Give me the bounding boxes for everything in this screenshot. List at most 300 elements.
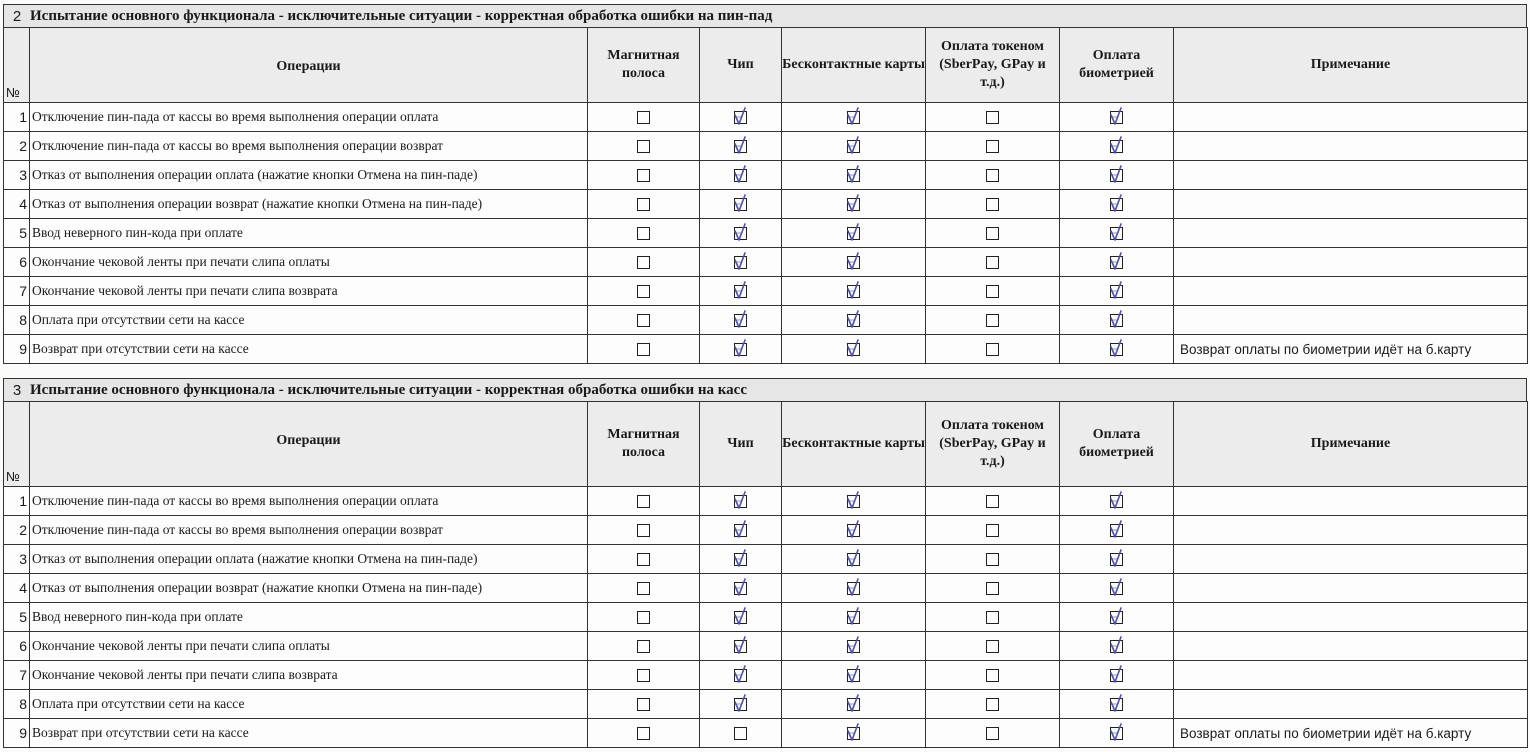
token-checkbox[interactable] xyxy=(986,227,999,240)
biometric-checkbox[interactable] xyxy=(1110,140,1123,153)
row-number: 3 xyxy=(4,545,30,574)
token-checkbox-cell xyxy=(926,103,1060,132)
magnetic-checkbox[interactable] xyxy=(637,640,650,653)
token-checkbox-cell xyxy=(926,335,1060,364)
contactless-checkbox[interactable] xyxy=(847,227,860,240)
table-row xyxy=(4,306,1528,335)
contactless-checkbox[interactable] xyxy=(847,343,860,356)
contactless-checkbox-cell xyxy=(782,632,926,661)
token-checkbox-cell xyxy=(926,516,1060,545)
chip-checkbox-cell xyxy=(700,574,782,603)
biometric-checkbox-cell xyxy=(1060,719,1174,748)
handwritten-check-icon xyxy=(1108,162,1126,186)
chip-checkbox[interactable] xyxy=(734,285,747,298)
handwritten-check-icon xyxy=(1108,546,1126,570)
handwritten-check-icon xyxy=(1108,720,1126,744)
magnetic-checkbox-cell xyxy=(588,516,700,545)
biometric-checkbox-cell xyxy=(1060,161,1174,190)
biometric-checkbox-cell xyxy=(1060,690,1174,719)
note-cell xyxy=(1174,632,1528,661)
contactless-checkbox[interactable] xyxy=(847,495,860,508)
biometric-checkbox-cell xyxy=(1060,516,1174,545)
table-row xyxy=(4,516,1528,545)
contactless-checkbox-cell xyxy=(782,719,926,748)
chip-checkbox-cell xyxy=(700,603,782,632)
token-checkbox[interactable] xyxy=(986,727,999,740)
note-cell xyxy=(1174,487,1528,516)
magnetic-checkbox[interactable] xyxy=(637,314,650,327)
col-token: Оплата токеном (SberPay, GPay и т.д.) xyxy=(926,402,1060,487)
magnetic-checkbox-cell xyxy=(588,661,700,690)
token-checkbox[interactable] xyxy=(986,495,999,508)
biometric-checkbox-cell xyxy=(1060,103,1174,132)
handwritten-check-icon xyxy=(845,336,863,360)
contactless-checkbox-cell xyxy=(782,306,926,335)
chip-checkbox[interactable] xyxy=(734,582,747,595)
section-title xyxy=(3,378,1527,401)
biometric-checkbox[interactable] xyxy=(1110,669,1123,682)
contactless-checkbox[interactable] xyxy=(847,611,860,624)
handwritten-check-icon xyxy=(1108,336,1126,360)
row-number: 9 xyxy=(4,335,30,364)
note-cell xyxy=(1174,574,1528,603)
handwritten-check-icon xyxy=(845,104,863,128)
biometric-checkbox[interactable] xyxy=(1110,495,1123,508)
biometric-checkbox-cell xyxy=(1060,661,1174,690)
magnetic-checkbox[interactable] xyxy=(637,140,650,153)
magnetic-checkbox-cell xyxy=(588,632,700,661)
chip-checkbox[interactable] xyxy=(734,169,747,182)
magnetic-checkbox[interactable] xyxy=(637,111,650,124)
biometric-checkbox[interactable] xyxy=(1110,727,1123,740)
biometric-checkbox-cell xyxy=(1060,190,1174,219)
operation-label: Отключение пин-пада от кассы во время выполнения операции оплата xyxy=(30,487,588,516)
note-cell: Возврат оплаты по биометрии идёт на б.карту xyxy=(1174,335,1528,364)
test-table xyxy=(3,401,1528,748)
token-checkbox-cell xyxy=(926,277,1060,306)
biometric-checkbox[interactable] xyxy=(1110,111,1123,124)
magnetic-checkbox-cell xyxy=(588,190,700,219)
biometric-checkbox[interactable] xyxy=(1110,698,1123,711)
handwritten-check-icon xyxy=(845,604,863,628)
magnetic-checkbox-cell xyxy=(588,574,700,603)
operation-label: Оплата при отсутствии сети на кассе xyxy=(30,306,588,335)
chip-checkbox[interactable] xyxy=(734,140,747,153)
biometric-checkbox-cell xyxy=(1060,306,1174,335)
operation-label: Отказ от выполнения операции оплата (нажатие кнопки Отмена на пин-паде) xyxy=(30,161,588,190)
handwritten-check-icon xyxy=(1108,488,1126,512)
col-note: Примечание xyxy=(1174,28,1528,103)
magnetic-checkbox[interactable] xyxy=(637,698,650,711)
section-number: 2 xyxy=(12,7,22,25)
chip-checkbox[interactable] xyxy=(734,256,747,269)
operation-label: Возврат при отсутствии сети на кассе xyxy=(30,719,588,748)
handwritten-check-icon xyxy=(732,249,750,273)
handwritten-check-icon xyxy=(845,220,863,244)
magnetic-checkbox[interactable] xyxy=(637,524,650,537)
chip-checkbox[interactable] xyxy=(734,611,747,624)
handwritten-check-icon xyxy=(732,691,750,715)
token-checkbox[interactable] xyxy=(986,524,999,537)
chip-checkbox[interactable] xyxy=(734,198,747,211)
note-cell xyxy=(1174,545,1528,574)
row-number: 8 xyxy=(4,690,30,719)
magnetic-checkbox[interactable] xyxy=(637,198,650,211)
magnetic-checkbox[interactable] xyxy=(637,285,650,298)
biometric-checkbox[interactable] xyxy=(1110,285,1123,298)
table-row xyxy=(4,632,1528,661)
handwritten-check-icon xyxy=(1108,633,1126,657)
operation-label: Отказ от выполнения операции возврат (нажатие кнопки Отмена на пин-паде) xyxy=(30,190,588,219)
chip-checkbox-cell xyxy=(700,632,782,661)
operation-label: Отключение пин-пада от кассы во время выполнения операции оплата xyxy=(30,103,588,132)
handwritten-check-icon xyxy=(732,336,750,360)
contactless-checkbox-cell xyxy=(782,690,926,719)
note-cell xyxy=(1174,132,1528,161)
handwritten-check-icon xyxy=(845,162,863,186)
biometric-checkbox[interactable] xyxy=(1110,553,1123,566)
contactless-checkbox[interactable] xyxy=(847,285,860,298)
token-checkbox[interactable] xyxy=(986,314,999,327)
handwritten-check-icon xyxy=(732,307,750,331)
handwritten-check-icon xyxy=(845,720,863,744)
handwritten-check-icon xyxy=(1108,662,1126,686)
biometric-checkbox[interactable] xyxy=(1110,169,1123,182)
table-row xyxy=(4,219,1528,248)
row-number: 7 xyxy=(4,661,30,690)
magnetic-checkbox[interactable] xyxy=(637,611,650,624)
table-row xyxy=(4,103,1528,132)
contactless-checkbox-cell xyxy=(782,545,926,574)
contactless-checkbox[interactable] xyxy=(847,727,860,740)
operation-label: Ввод неверного пин-кода при оплате xyxy=(30,603,588,632)
token-checkbox[interactable] xyxy=(986,698,999,711)
handwritten-check-icon xyxy=(1108,104,1126,128)
contactless-checkbox[interactable] xyxy=(847,111,860,124)
note-cell xyxy=(1174,190,1528,219)
token-checkbox-cell xyxy=(926,132,1060,161)
token-checkbox[interactable] xyxy=(986,669,999,682)
biometric-checkbox-cell xyxy=(1060,248,1174,277)
contactless-checkbox[interactable] xyxy=(847,140,860,153)
chip-checkbox[interactable] xyxy=(734,495,747,508)
biometric-checkbox[interactable] xyxy=(1110,256,1123,269)
token-checkbox[interactable] xyxy=(986,140,999,153)
note-cell xyxy=(1174,277,1528,306)
chip-checkbox-cell xyxy=(700,335,782,364)
note-cell xyxy=(1174,248,1528,277)
row-number: 4 xyxy=(4,574,30,603)
col-note: Примечание xyxy=(1174,402,1528,487)
note-cell xyxy=(1174,306,1528,335)
token-checkbox-cell xyxy=(926,248,1060,277)
chip-checkbox[interactable] xyxy=(734,343,747,356)
row-number: 6 xyxy=(4,632,30,661)
magnetic-checkbox[interactable] xyxy=(637,256,650,269)
handwritten-check-icon xyxy=(732,191,750,215)
table-row xyxy=(4,132,1528,161)
contactless-checkbox[interactable] xyxy=(847,669,860,682)
table-row xyxy=(4,690,1528,719)
row-number: 7 xyxy=(4,277,30,306)
biometric-checkbox[interactable] xyxy=(1110,582,1123,595)
row-number: 5 xyxy=(4,219,30,248)
handwritten-check-icon xyxy=(732,488,750,512)
contactless-checkbox-cell xyxy=(782,248,926,277)
chip-checkbox-cell xyxy=(700,277,782,306)
token-checkbox-cell xyxy=(926,487,1060,516)
contactless-checkbox-cell xyxy=(782,277,926,306)
section-2 xyxy=(3,4,1527,364)
chip-checkbox[interactable] xyxy=(734,669,747,682)
handwritten-check-icon xyxy=(845,575,863,599)
magnetic-checkbox[interactable] xyxy=(637,495,650,508)
biometric-checkbox[interactable] xyxy=(1110,198,1123,211)
token-checkbox[interactable] xyxy=(986,343,999,356)
contactless-checkbox-cell xyxy=(782,603,926,632)
magnetic-checkbox-cell xyxy=(588,103,700,132)
chip-checkbox-cell xyxy=(700,545,782,574)
row-number: 4 xyxy=(4,190,30,219)
token-checkbox[interactable] xyxy=(986,611,999,624)
chip-checkbox-cell xyxy=(700,719,782,748)
note-cell xyxy=(1174,161,1528,190)
handwritten-check-icon xyxy=(732,604,750,628)
token-checkbox-cell xyxy=(926,719,1060,748)
table-row xyxy=(4,161,1528,190)
biometric-checkbox[interactable] xyxy=(1110,227,1123,240)
magnetic-checkbox-cell xyxy=(588,306,700,335)
biometric-checkbox-cell xyxy=(1060,545,1174,574)
row-number: 3 xyxy=(4,161,30,190)
note-cell xyxy=(1174,690,1528,719)
magnetic-checkbox-cell xyxy=(588,219,700,248)
token-checkbox[interactable] xyxy=(986,640,999,653)
contactless-checkbox-cell xyxy=(782,103,926,132)
token-checkbox[interactable] xyxy=(986,256,999,269)
contactless-checkbox[interactable] xyxy=(847,640,860,653)
handwritten-check-icon xyxy=(732,575,750,599)
note-cell: Возврат оплаты по биометрии идёт на б.карту xyxy=(1174,719,1528,748)
chip-checkbox[interactable] xyxy=(734,524,747,537)
handwritten-check-icon xyxy=(732,220,750,244)
operation-label: Оплата при отсутствии сети на кассе xyxy=(30,690,588,719)
handwritten-check-icon xyxy=(732,162,750,186)
operation-label: Отказ от выполнения операции возврат (нажатие кнопки Отмена на пин-паде) xyxy=(30,574,588,603)
contactless-checkbox[interactable] xyxy=(847,169,860,182)
handwritten-check-icon xyxy=(1108,604,1126,628)
token-checkbox-cell xyxy=(926,574,1060,603)
chip-checkbox-cell xyxy=(700,161,782,190)
chip-checkbox-cell xyxy=(700,219,782,248)
handwritten-check-icon xyxy=(732,133,750,157)
contactless-checkbox[interactable] xyxy=(847,524,860,537)
handwritten-check-icon xyxy=(732,104,750,128)
col-biometric: Оплата биометрией xyxy=(1060,28,1174,103)
magnetic-checkbox[interactable] xyxy=(637,169,650,182)
contactless-checkbox-cell xyxy=(782,190,926,219)
chip-checkbox[interactable] xyxy=(734,111,747,124)
table-row xyxy=(4,545,1528,574)
table-row xyxy=(4,277,1528,306)
operation-label: Отключение пин-пада от кассы во время выполнения операции возврат xyxy=(30,516,588,545)
chip-checkbox[interactable] xyxy=(734,727,747,740)
table-row xyxy=(4,661,1528,690)
section-title-text: Испытание основного функционала - исключительные ситуации - корректная обработка ошибки на пин-пад xyxy=(30,7,773,24)
col-chip: Чип xyxy=(700,28,782,103)
note-cell xyxy=(1174,103,1528,132)
magnetic-checkbox-cell xyxy=(588,335,700,364)
token-checkbox[interactable] xyxy=(986,285,999,298)
test-table xyxy=(3,27,1528,364)
token-checkbox-cell xyxy=(926,190,1060,219)
table-row xyxy=(4,487,1528,516)
contactless-checkbox[interactable] xyxy=(847,582,860,595)
handwritten-check-icon xyxy=(1108,220,1126,244)
handwritten-check-icon xyxy=(845,662,863,686)
operation-label: Окончание чековой ленты при печати слипа возврата xyxy=(30,277,588,306)
biometric-checkbox-cell xyxy=(1060,603,1174,632)
biometric-checkbox[interactable] xyxy=(1110,314,1123,327)
chip-checkbox-cell xyxy=(700,487,782,516)
contactless-checkbox-cell xyxy=(782,335,926,364)
token-checkbox-cell xyxy=(926,306,1060,335)
token-checkbox-cell xyxy=(926,603,1060,632)
magnetic-checkbox-cell xyxy=(588,487,700,516)
magnetic-checkbox[interactable] xyxy=(637,669,650,682)
table-body xyxy=(4,487,1528,748)
handwritten-check-icon xyxy=(845,307,863,331)
contactless-checkbox[interactable] xyxy=(847,698,860,711)
note-cell xyxy=(1174,516,1528,545)
biometric-checkbox-cell xyxy=(1060,632,1174,661)
operation-label: Ввод неверного пин-кода при оплате xyxy=(30,219,588,248)
col-contactless: Бесконтактные карты xyxy=(782,402,926,487)
biometric-checkbox-cell xyxy=(1060,574,1174,603)
handwritten-check-icon xyxy=(845,546,863,570)
chip-checkbox-cell xyxy=(700,103,782,132)
contactless-checkbox-cell xyxy=(782,574,926,603)
contactless-checkbox-cell xyxy=(782,661,926,690)
chip-checkbox[interactable] xyxy=(734,227,747,240)
biometric-checkbox-cell xyxy=(1060,277,1174,306)
handwritten-check-icon xyxy=(845,517,863,541)
col-magnetic: Магнитная полоса xyxy=(588,402,700,487)
token-checkbox[interactable] xyxy=(986,169,999,182)
table-row xyxy=(4,719,1528,748)
handwritten-check-icon xyxy=(1108,249,1126,273)
note-cell xyxy=(1174,219,1528,248)
biometric-checkbox[interactable] xyxy=(1110,343,1123,356)
section-3 xyxy=(3,378,1527,748)
contactless-checkbox[interactable] xyxy=(847,314,860,327)
handwritten-check-icon xyxy=(845,278,863,302)
handwritten-check-icon xyxy=(1108,691,1126,715)
biometric-checkbox[interactable] xyxy=(1110,640,1123,653)
contactless-checkbox[interactable] xyxy=(847,198,860,211)
handwritten-check-icon xyxy=(732,517,750,541)
magnetic-checkbox[interactable] xyxy=(637,727,650,740)
handwritten-check-icon xyxy=(732,662,750,686)
magnetic-checkbox-cell xyxy=(588,277,700,306)
magnetic-checkbox[interactable] xyxy=(637,343,650,356)
token-checkbox-cell xyxy=(926,219,1060,248)
table-row xyxy=(4,574,1528,603)
chip-checkbox-cell xyxy=(700,190,782,219)
chip-checkbox-cell xyxy=(700,516,782,545)
operation-label: Окончание чековой ленты при печати слипа возврата xyxy=(30,661,588,690)
token-checkbox[interactable] xyxy=(986,111,999,124)
token-checkbox-cell xyxy=(926,161,1060,190)
col-chip: Чип xyxy=(700,402,782,487)
row-number: 6 xyxy=(4,248,30,277)
handwritten-check-icon xyxy=(845,133,863,157)
col-token: Оплата токеном (SberPay, GPay и т.д.) xyxy=(926,28,1060,103)
token-checkbox-cell xyxy=(926,545,1060,574)
token-checkbox[interactable] xyxy=(986,582,999,595)
row-number: 2 xyxy=(4,132,30,161)
handwritten-check-icon xyxy=(1108,191,1126,215)
chip-checkbox[interactable] xyxy=(734,640,747,653)
chip-checkbox-cell xyxy=(700,306,782,335)
row-number: 1 xyxy=(4,487,30,516)
token-checkbox-cell xyxy=(926,661,1060,690)
handwritten-check-icon xyxy=(845,249,863,273)
table-row xyxy=(4,335,1528,364)
table-body xyxy=(4,103,1528,364)
contactless-checkbox-cell xyxy=(782,516,926,545)
note-cell xyxy=(1174,603,1528,632)
biometric-checkbox[interactable] xyxy=(1110,611,1123,624)
magnetic-checkbox-cell xyxy=(588,545,700,574)
handwritten-check-icon xyxy=(1108,575,1126,599)
contactless-checkbox-cell xyxy=(782,487,926,516)
biometric-checkbox[interactable] xyxy=(1110,524,1123,537)
token-checkbox-cell xyxy=(926,690,1060,719)
chip-checkbox[interactable] xyxy=(734,553,747,566)
contactless-checkbox[interactable] xyxy=(847,256,860,269)
token-checkbox[interactable] xyxy=(986,198,999,211)
magnetic-checkbox[interactable] xyxy=(637,227,650,240)
row-number: 8 xyxy=(4,306,30,335)
magnetic-checkbox-cell xyxy=(588,719,700,748)
operation-label: Окончание чековой ленты при печати слипа оплаты xyxy=(30,632,588,661)
contactless-checkbox-cell xyxy=(782,132,926,161)
biometric-checkbox-cell xyxy=(1060,335,1174,364)
magnetic-checkbox[interactable] xyxy=(637,582,650,595)
contactless-checkbox-cell xyxy=(782,219,926,248)
token-checkbox[interactable] xyxy=(986,553,999,566)
col-operations: Операции xyxy=(30,402,588,487)
chip-checkbox[interactable] xyxy=(734,314,747,327)
handwritten-check-icon xyxy=(845,191,863,215)
handwritten-check-icon xyxy=(845,691,863,715)
chip-checkbox-cell xyxy=(700,248,782,277)
row-number: 2 xyxy=(4,516,30,545)
col-contactless: Бесконтактные карты xyxy=(782,28,926,103)
chip-checkbox[interactable] xyxy=(734,698,747,711)
handwritten-check-icon xyxy=(732,546,750,570)
magnetic-checkbox[interactable] xyxy=(637,553,650,566)
magnetic-checkbox-cell xyxy=(588,690,700,719)
contactless-checkbox[interactable] xyxy=(847,553,860,566)
magnetic-checkbox-cell xyxy=(588,603,700,632)
section-number: 3 xyxy=(12,381,22,399)
magnetic-checkbox-cell xyxy=(588,248,700,277)
biometric-checkbox-cell xyxy=(1060,132,1174,161)
handwritten-check-icon xyxy=(1108,307,1126,331)
operation-label: Отключение пин-пада от кассы во время выполнения операции возврат xyxy=(30,132,588,161)
